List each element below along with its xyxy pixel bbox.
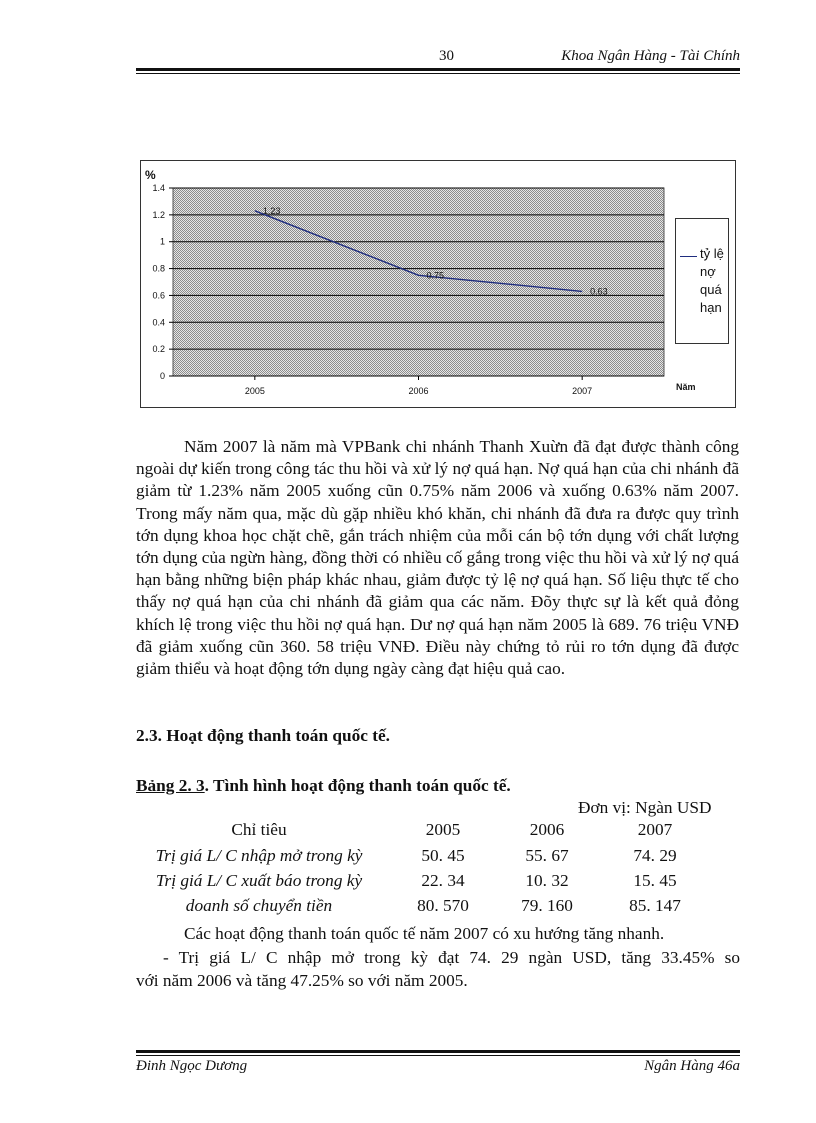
chart-container <box>140 160 736 408</box>
section-heading: 2.3. Hoạt động thanh toán quốc tế. <box>136 726 390 745</box>
footer-author: Đinh Ngọc Dương <box>136 1058 248 1074</box>
page-header <box>136 48 740 70</box>
header-rule-thick <box>136 68 740 71</box>
row-label: doanh số chuyển tiền <box>185 896 333 915</box>
y-tick-label: 1.4 <box>152 183 165 193</box>
legend-line-1: tỷ lệ <box>700 246 724 261</box>
legend-line-2: nợ <box>700 264 716 279</box>
line-chart <box>141 161 735 407</box>
x-tick-label: 2006 <box>408 386 429 396</box>
x-axis-label: Năm <box>676 382 696 392</box>
summary-text <box>136 922 740 993</box>
page-number: 30 <box>439 48 454 64</box>
body-paragraph: Năm 2007 là năm mà VPBank chi nhánh Thanh Xuừn đã đạt được thành công ngoài dự kiến trong công tác thu hồi và xử lý nợ quá hạn. Nợ quá hạn của chi nhánh đã giảm từ 1.23% năm 2005 xuống cũn 0.75% năm 2006 và xuống 0.63% năm 2007. Trong mấy năm qua, mặc dù gặp nhiều khó khăn, chi nhánh đã đưa ra được quy trình tớn dụng khoa học chặt chẽ, gắn trách nhiệm của mỗi cán bộ tớn dụng với chất lượng tớn dụng của ngừn hàng, đồng thời có nhiều cố gắng trong việc thu hồi và xử lý nợ quá hạn bằng những biện pháp khác nhau, giảm được tỷ lệ nợ quá hạn. Số liệu thực tế cho thấy nợ quá hạn của chi nhánh đã giảm qua các năm. Đõy thực sự là kết quả đỏng khích lệ trong việc thu hồi nợ quá hạn. Dư nợ quá hạn năm 2005 là 689. 76 triệu VNĐ đã giảm xuống cũn 360. 58 triệu VNĐ. Điều này chứng tỏ rủi ro tớn dụng đã được giảm thiểu và hoạt động tớn dụng ngày càng đạt hiệu quả cao. <box>136 437 739 679</box>
footer-rule-thin <box>136 1055 740 1056</box>
header-2007: 2007 <box>637 820 673 839</box>
header-2006: 2006 <box>529 820 565 839</box>
header-title: Khoa Ngân Hàng - Tài Chính <box>561 48 740 64</box>
data-label: 1.23 <box>262 205 281 216</box>
table-row <box>136 871 740 895</box>
cell-2007: 15. 45 <box>633 871 677 890</box>
y-tick-label: 1 <box>159 236 165 247</box>
data-label: 0.63 <box>590 286 608 297</box>
plot-area <box>173 188 664 376</box>
row-label: Trị giá L/ C xuất báo trong kỳ <box>155 871 363 890</box>
legend-line-4: hạn <box>700 300 722 315</box>
y-axis-label: % <box>145 168 156 182</box>
legend-line-swatch <box>680 256 697 257</box>
cell-2006: 79. 160 <box>521 896 573 915</box>
footer-class: Ngân Hàng 46a <box>644 1058 740 1074</box>
table-unit: Đơn vị: Ngàn USD <box>578 798 712 817</box>
cell-2006: 55. 67 <box>525 846 569 865</box>
y-tick-label: 0.6 <box>152 290 165 301</box>
table-row <box>136 896 740 920</box>
y-tick-label: 0.8 <box>152 263 165 274</box>
cell-2005: 22. 34 <box>421 871 465 890</box>
legend-line-3: quá <box>700 282 722 297</box>
y-tick-label: 0 <box>159 371 165 381</box>
data-label: 0.75 <box>426 270 445 281</box>
cell-2005: 50. 45 <box>421 846 465 865</box>
legend-label <box>700 245 726 317</box>
x-tick-label: 2005 <box>244 386 265 396</box>
x-tick-label: 2007 <box>572 386 593 396</box>
table-caption <box>136 776 511 796</box>
table-row <box>136 846 740 870</box>
y-tick-label: 0.2 <box>152 344 165 355</box>
cell-2007: 85. 147 <box>629 896 681 915</box>
summary-line-1: Các hoạt động thanh toán quốc tế năm 2007 có xu hướng tăng nhanh. <box>184 924 665 943</box>
header-2005: 2005 <box>425 820 461 839</box>
table-header-row <box>136 820 740 844</box>
chart-legend <box>675 218 729 344</box>
row-label: Trị giá L/ C nhập mở trong kỳ <box>155 846 363 865</box>
summary-line-2: - Trị giá L/ C nhập mở trong kỳ đạt 74. 29 ngàn USD, tăng 33.45% so <box>163 947 740 967</box>
header-indicator: Chỉ tiêu <box>231 820 287 839</box>
y-tick-label: 0.4 <box>152 317 165 328</box>
cell-2007: 74. 29 <box>633 846 677 865</box>
cell-2005: 80. 570 <box>417 896 469 915</box>
table-caption-prefix: Bảng 2. 3 <box>136 776 205 795</box>
table-caption-rest: . Tình hình hoạt động thanh toán quốc tế. <box>204 776 511 795</box>
cell-2006: 10. 32 <box>525 871 569 890</box>
header-rule-thin <box>136 73 740 74</box>
summary-line-3: với năm 2006 và tăng 47.25% so với năm 2005. <box>136 971 468 990</box>
footer-rule-thick <box>136 1050 740 1053</box>
y-tick-label: 1.2 <box>152 209 165 220</box>
